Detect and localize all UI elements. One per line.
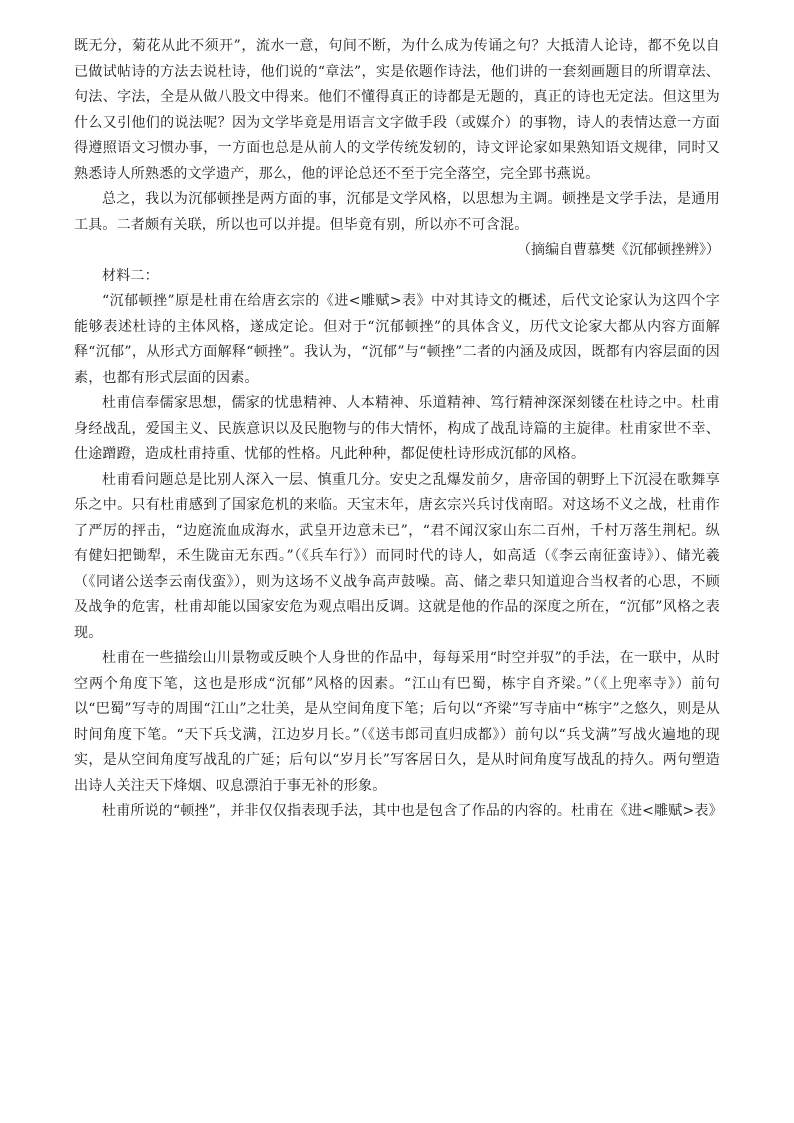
- material-paragraph-3: 杜甫看问题总是比别人深入一层、慎重几分。安史之乱爆发前夕，唐帝国的朝野上下沉浸在歌舞享乐之中。只有杜甫感到了国家危机的来临。天宝末年，唐玄宗兴兵讨伐南昭。对这场不义之战，杜甫作了严厉的抨击，“边庭流血成海水，武皇开边意未已”，“君不闻汉家山东二百州，千村万落生荆杞。纵有健妇把锄犁，禾生陇亩无东西。”（《兵车行》）而同时代的诗人，如高适（《李云南征蛮诗》）、储光羲（《同诸公送李云南伐蛮》），则为这场不义战争高声鼓噪。高、储之辈只知道迎合当权者的心思，不顾及战争的危害，杜甫却能以国家安危为观点唱出反调。这就是他的作品的深度之所在，“沉郁”风格之表现。: [74, 471, 720, 641]
- document-body: [74, 34, 723, 825]
- material-label: 材料二：: [102, 267, 159, 284]
- paragraph-continued: 既无分，菊花从此不须开”，流水一意，句间不断，为什么成为传诵之句？大抵清人论诗，都不免以自已做试帖诗的方法去说杜诗，他们说的“章法”，实是依题作诗法，他们讲的一套刻画题目的所谓章法、句法、字法，全是从做八股文中得来。他们不懂得真正的诗都是无题的，真正的诗也无定法。但这里为什么又引他们的说法呢？因为文学毕竟是用语言文字做手段（或媒介）的事物，诗人的表情达意一方面得遵照语文习惯办事，一方面也总是从前人的文学传统发轫的，诗文评论家如果熟知语文规律，同时又熟悉诗人所熟悉的文学遗产，那么，他的评论总还不至于完全落空，完全郢书燕说。: [74, 38, 720, 182]
- material-paragraph-2: 杜甫信奉儒家思想，儒家的忧患精神、人本精神、乐道精神、笃行精神深深刻镂在杜诗之中。杜甫身经战乱，爱国主义、民族意识以及民胞物与的伟大情怀，构成了战乱诗篇的主旋律。杜甫家世不幸、仕途蹭蹬，造成杜甫持重、忧郁的性格。凡此种种，都促使杜诗形成沉郁的风格。: [74, 395, 720, 462]
- paragraph-summary: 总之，我以为沉郁顿挫是两方面的事，沉郁是文学风格，以思想为主调。顿挫是文学手法，是通用工具。二者颇有关联，所以也可以并提。但毕竟有别，所以亦不可含混。: [74, 191, 720, 233]
- material-paragraph-1: “沉郁顿挫”原是杜甫在给唐玄宗的《进<雕赋>表》中对其诗文的概述，后代文论家认为这四个字能够表述杜诗的主体风格，遂成定论。但对于“沉郁顿挫”的具体含义，历代文论家大都从内容方面解释“沉郁”，从形式方面解释“顿挫”。我认为，“沉郁”与“顿挫”二者的内涵及成因，既都有内容层面的因素，也都有形式层面的因素。: [74, 293, 720, 386]
- source-citation: （摘编自曹慕樊《沉郁顿挫辨》）: [517, 242, 720, 258]
- material-paragraph-4: 杜甫在一些描绘山川景物或反映个人身世的作品中，每每采用“时空并驭”的手法，在一联中，从时空两个角度下笔，这也是形成“沉郁”风格的因素。“江山有巴蜀，栋宇自齐梁。”（《上兜率寺》）前句以“巴蜀”写寺的周围“江山”之壮美，是从空间角度下笔；后句以“齐梁”写寺庙中“栋宇”之悠久，则是从时间角度下笔。“天下兵戈满，江边岁月长。”（《送韦郎司直归成都》）前句以“兵戈满”写战火遍地的现实，是从空间角度写战乱的广延；后句以“岁月长”写客居日久，是从时间角度写战乱的持久。两句塑造出诗人关注天下烽烟、叹息漂泊于事无补的形象。: [74, 650, 720, 794]
- material-paragraph-5: 杜甫所说的“顿挫”，并非仅仅指表现手法，其中也是包含了作品的内容的。杜甫在《进<雕赋>表》: [102, 803, 723, 819]
